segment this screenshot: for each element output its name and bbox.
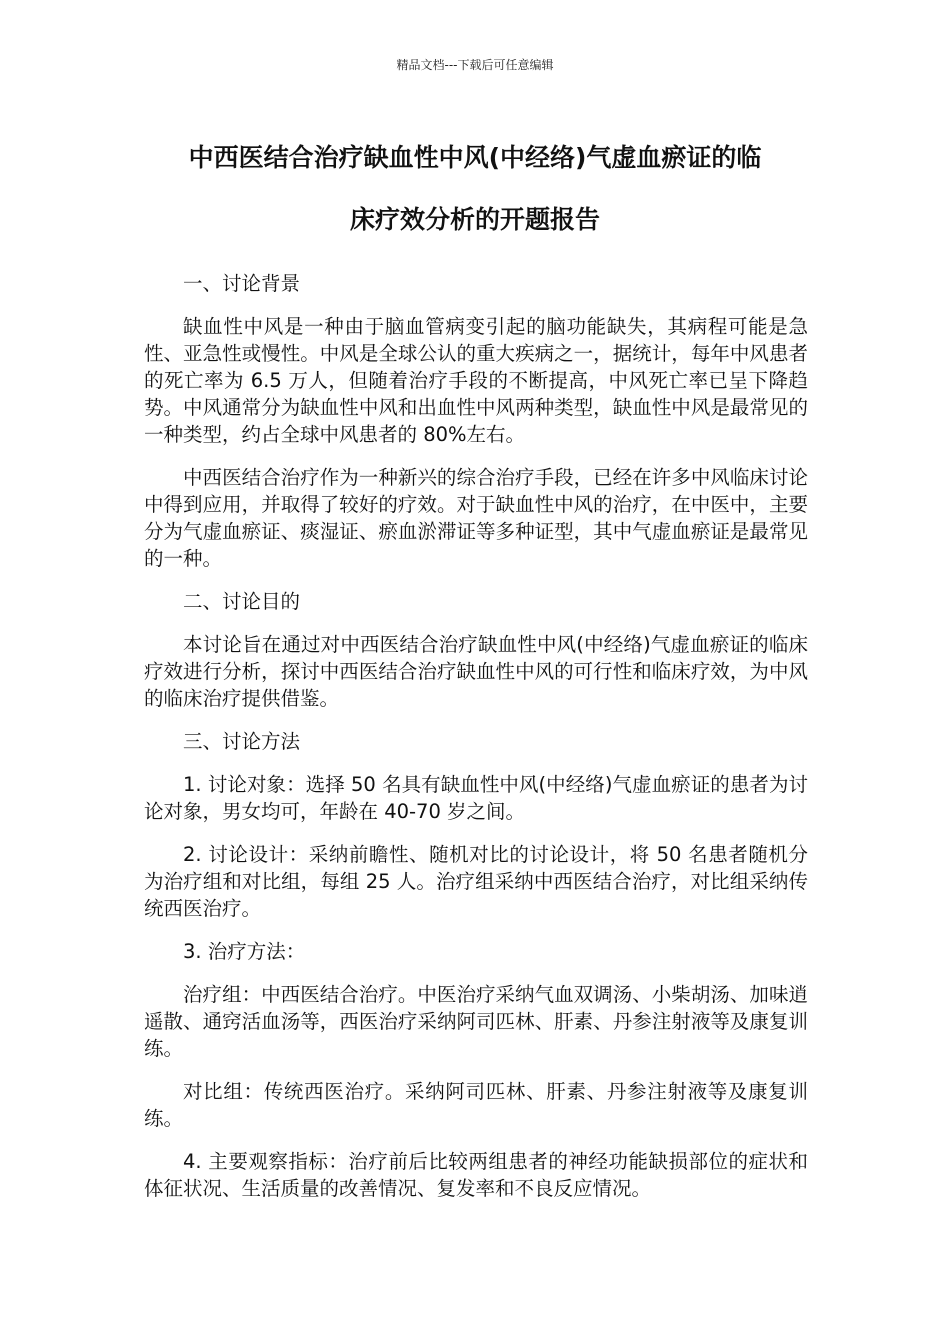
section-heading-purpose: 二、讨论目的 <box>183 590 301 613</box>
paragraph-subjects: 1. 讨论对象：选择 50 名具有缺血性中风(中经络)气虚血瘀证的患者为讨论对象，男女均可，年龄在 40-70 岁之间。 <box>144 773 808 823</box>
paragraph-indicators: 4. 主要观察指标：治疗前后比较两组患者的神经功能缺损部位的症状和体征状况、生活质量的改善情况、复发率和不良反应情况。 <box>144 1150 808 1200</box>
paragraph-background-2: 中西医结合治疗作为一种新兴的综合治疗手段，已经在许多中风临床讨论中得到应用，并取得了较好的疗效。对于缺血性中风的治疗，在中医中，主要分为气虚血瘀证、痰湿证、瘀血淤滞证等多种证型，其中气虚血瘀证是最常见的一种。 <box>144 466 808 570</box>
section-heading-background: 一、讨论背景 <box>183 272 301 295</box>
paragraph-background-1: 缺血性中风是一种由于脑血管病变引起的脑功能缺失，其病程可能是急性、亚急性或慢性。中风是全球公认的重大疾病之一，据统计，每年中风患者的死亡率为 6.5 万人，但随着治疗手段的不断提高，中风死亡率已呈下降趋势。中风通常分为缺血性中风和出血性中风两种类型，缺血性中风是最常见的一种类型，约占全球中风患者的 80%左右。 <box>144 315 808 446</box>
paragraph-design: 2. 讨论设计：采纳前瞻性、随机对比的讨论设计，将 50 名患者随机分为治疗组和对比组，每组 25 人。治疗组采纳中西医结合治疗，对比组采纳传统西医治疗。 <box>144 843 808 920</box>
document-title <box>145 127 805 251</box>
section-heading-methods: 三、讨论方法 <box>183 730 301 753</box>
document-body <box>144 270 808 1218</box>
paragraph-control-group: 对比组：传统西医治疗。采纳阿司匹林、肝素、丹参注射液等及康复训练。 <box>144 1080 808 1130</box>
paragraph-treatment-group: 治疗组：中西医结合治疗。中医治疗采纳气血双调汤、小柴胡汤、加味逍遥散、通窍活血汤等，西医治疗采纳阿司匹林、肝素、丹参注射液等及康复训练。 <box>144 983 808 1060</box>
paragraph-treatment-heading: 3. 治疗方法： <box>183 940 306 963</box>
title-line-2: 床疗效分析的开题报告 <box>349 205 600 234</box>
header-note: 精品文档---下载后可任意编辑 <box>396 58 554 72</box>
title-line-1: 中西医结合治疗缺血性中风(中经络)气虚血瘀证的临 <box>188 143 762 172</box>
paragraph-purpose: 本讨论旨在通过对中西医结合治疗缺血性中风(中经络)气虚血瘀证的临床疗效进行分析，探讨中西医结合治疗缺血性中风的可行性和临床疗效，为中风的临床治疗提供借鉴。 <box>144 633 808 710</box>
